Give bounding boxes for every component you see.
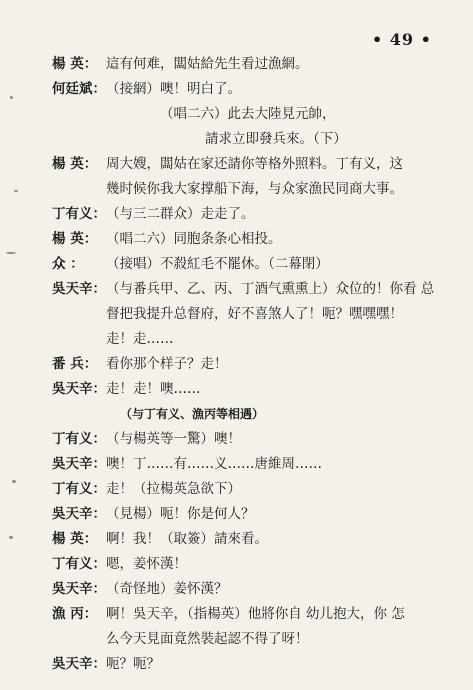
dialogue-line (0, 527, 473, 552)
dialogue-line (0, 602, 473, 627)
line-text: 么今天見面竟然裝起認不得了呀！ (106, 631, 309, 647)
line-text: （見楊）呃！你是何人？ (106, 506, 255, 522)
continuation-line (0, 177, 473, 202)
line-text: 這有何难，闆姑給先生看过漁網。 (106, 56, 309, 72)
stage-direction-text: （与丁有义、漁丙等相遇） (120, 407, 265, 421)
line-text: （接唱）不殺紅毛不罷休。（二幕閉） (106, 256, 329, 272)
speaker-name: 楊 英： (52, 156, 98, 172)
dialogue-line (0, 502, 473, 527)
line-text: 督把我提升总督府，好不喜煞人了！呃？嘿嘿嘿！ (106, 306, 403, 322)
dialogue-line (0, 577, 473, 602)
dialogue-line (0, 377, 473, 402)
continuation-line (0, 627, 473, 652)
dialogue-line (0, 552, 473, 577)
speaker-name: 楊 英： (52, 56, 98, 72)
speaker-name: 吳天辛： (52, 581, 106, 597)
line-text: （奇怪地）姜怀漢？ (106, 581, 228, 597)
dialogue-line (0, 427, 473, 452)
ink-speck (6, 252, 16, 254)
dialogue-line (0, 652, 473, 677)
sung-line (0, 102, 473, 127)
dialogue-line (0, 252, 473, 277)
dialogue-line (0, 52, 473, 77)
speaker-name: 吳天辛： (52, 456, 106, 472)
dialogue-line (0, 352, 473, 377)
speaker-name: 丁有义： (52, 556, 106, 572)
ink-speck (12, 480, 16, 483)
speaker-name: 漁 丙： (52, 606, 98, 622)
speaker-name: 丁有义： (52, 206, 106, 222)
line-text: 噢！丁……有……义……唐維周…… (106, 456, 322, 472)
stage-direction (0, 402, 473, 427)
speaker-name: 楊 英： (52, 231, 98, 247)
dialogue-line (0, 452, 473, 477)
speaker-name: 吳天辛： (52, 281, 106, 297)
dialogue-line (0, 277, 473, 302)
line-text: （与楊英等一驚）噢！ (106, 431, 241, 447)
dialogue-line (0, 227, 473, 252)
speaker-name: 吳天辛： (52, 656, 106, 672)
dialogue-line (0, 477, 473, 502)
line-text: （唱二六）同胞条条心相投。 (106, 231, 282, 247)
speaker-name: 丁有义： (52, 431, 106, 447)
ink-speck (14, 190, 18, 192)
line-text: 走！走！噢…… (106, 381, 201, 397)
line-text: 嗯，姜怀漢！ (106, 556, 187, 572)
line-text: 看你那个样子？走！ (106, 356, 228, 372)
speaker-name: 众 ： (52, 256, 84, 272)
ink-speck (9, 536, 13, 539)
line-text: 啊！吳天辛，（指楊英）他將你自 幼儿抱大，你 怎 (106, 606, 405, 622)
line-text: 走！（拉楊英急欲下） (106, 481, 241, 497)
speaker-name: 何廷斌： (52, 81, 106, 97)
line-text: 請求立即發兵來。（下） (205, 131, 347, 147)
line-text: 呃？呃？ (106, 656, 160, 672)
speaker-name: 吳天辛： (52, 381, 106, 397)
ink-speck (10, 96, 13, 99)
line-text: 啊！我！（取簽）請來看。 (106, 531, 268, 547)
speaker-name: 番 兵： (52, 356, 98, 372)
continuation-line (0, 327, 473, 352)
page-number: • 49 • (372, 30, 432, 49)
dialogue-line (0, 202, 473, 227)
line-text: （接網）噢！明白了。 (106, 81, 241, 97)
dialogue-line (0, 77, 473, 102)
line-text: 周大嫂，闆姑在家还請你等格外照料。丁有义，这 (106, 156, 403, 172)
line-text: （与三二群众）走走了。 (106, 206, 255, 222)
sung-line (0, 127, 473, 152)
line-text: 走！走…… (106, 331, 174, 347)
dialogue-body (0, 52, 473, 677)
speaker-name: 吳天辛： (52, 506, 106, 522)
line-text: 幾时候你我大家撑船下海，与众家漁民同商大事。 (106, 181, 403, 197)
continuation-line (0, 302, 473, 327)
dialogue-line (0, 152, 473, 177)
speaker-name: 楊 英： (52, 531, 98, 547)
line-text: （唱二六）此去大陸見元帥， (160, 106, 336, 122)
line-text: （与番兵甲、乙、丙、丁酒气熏熏上）众位的！你看 总 (106, 281, 435, 297)
speaker-name: 丁有义： (52, 481, 106, 497)
